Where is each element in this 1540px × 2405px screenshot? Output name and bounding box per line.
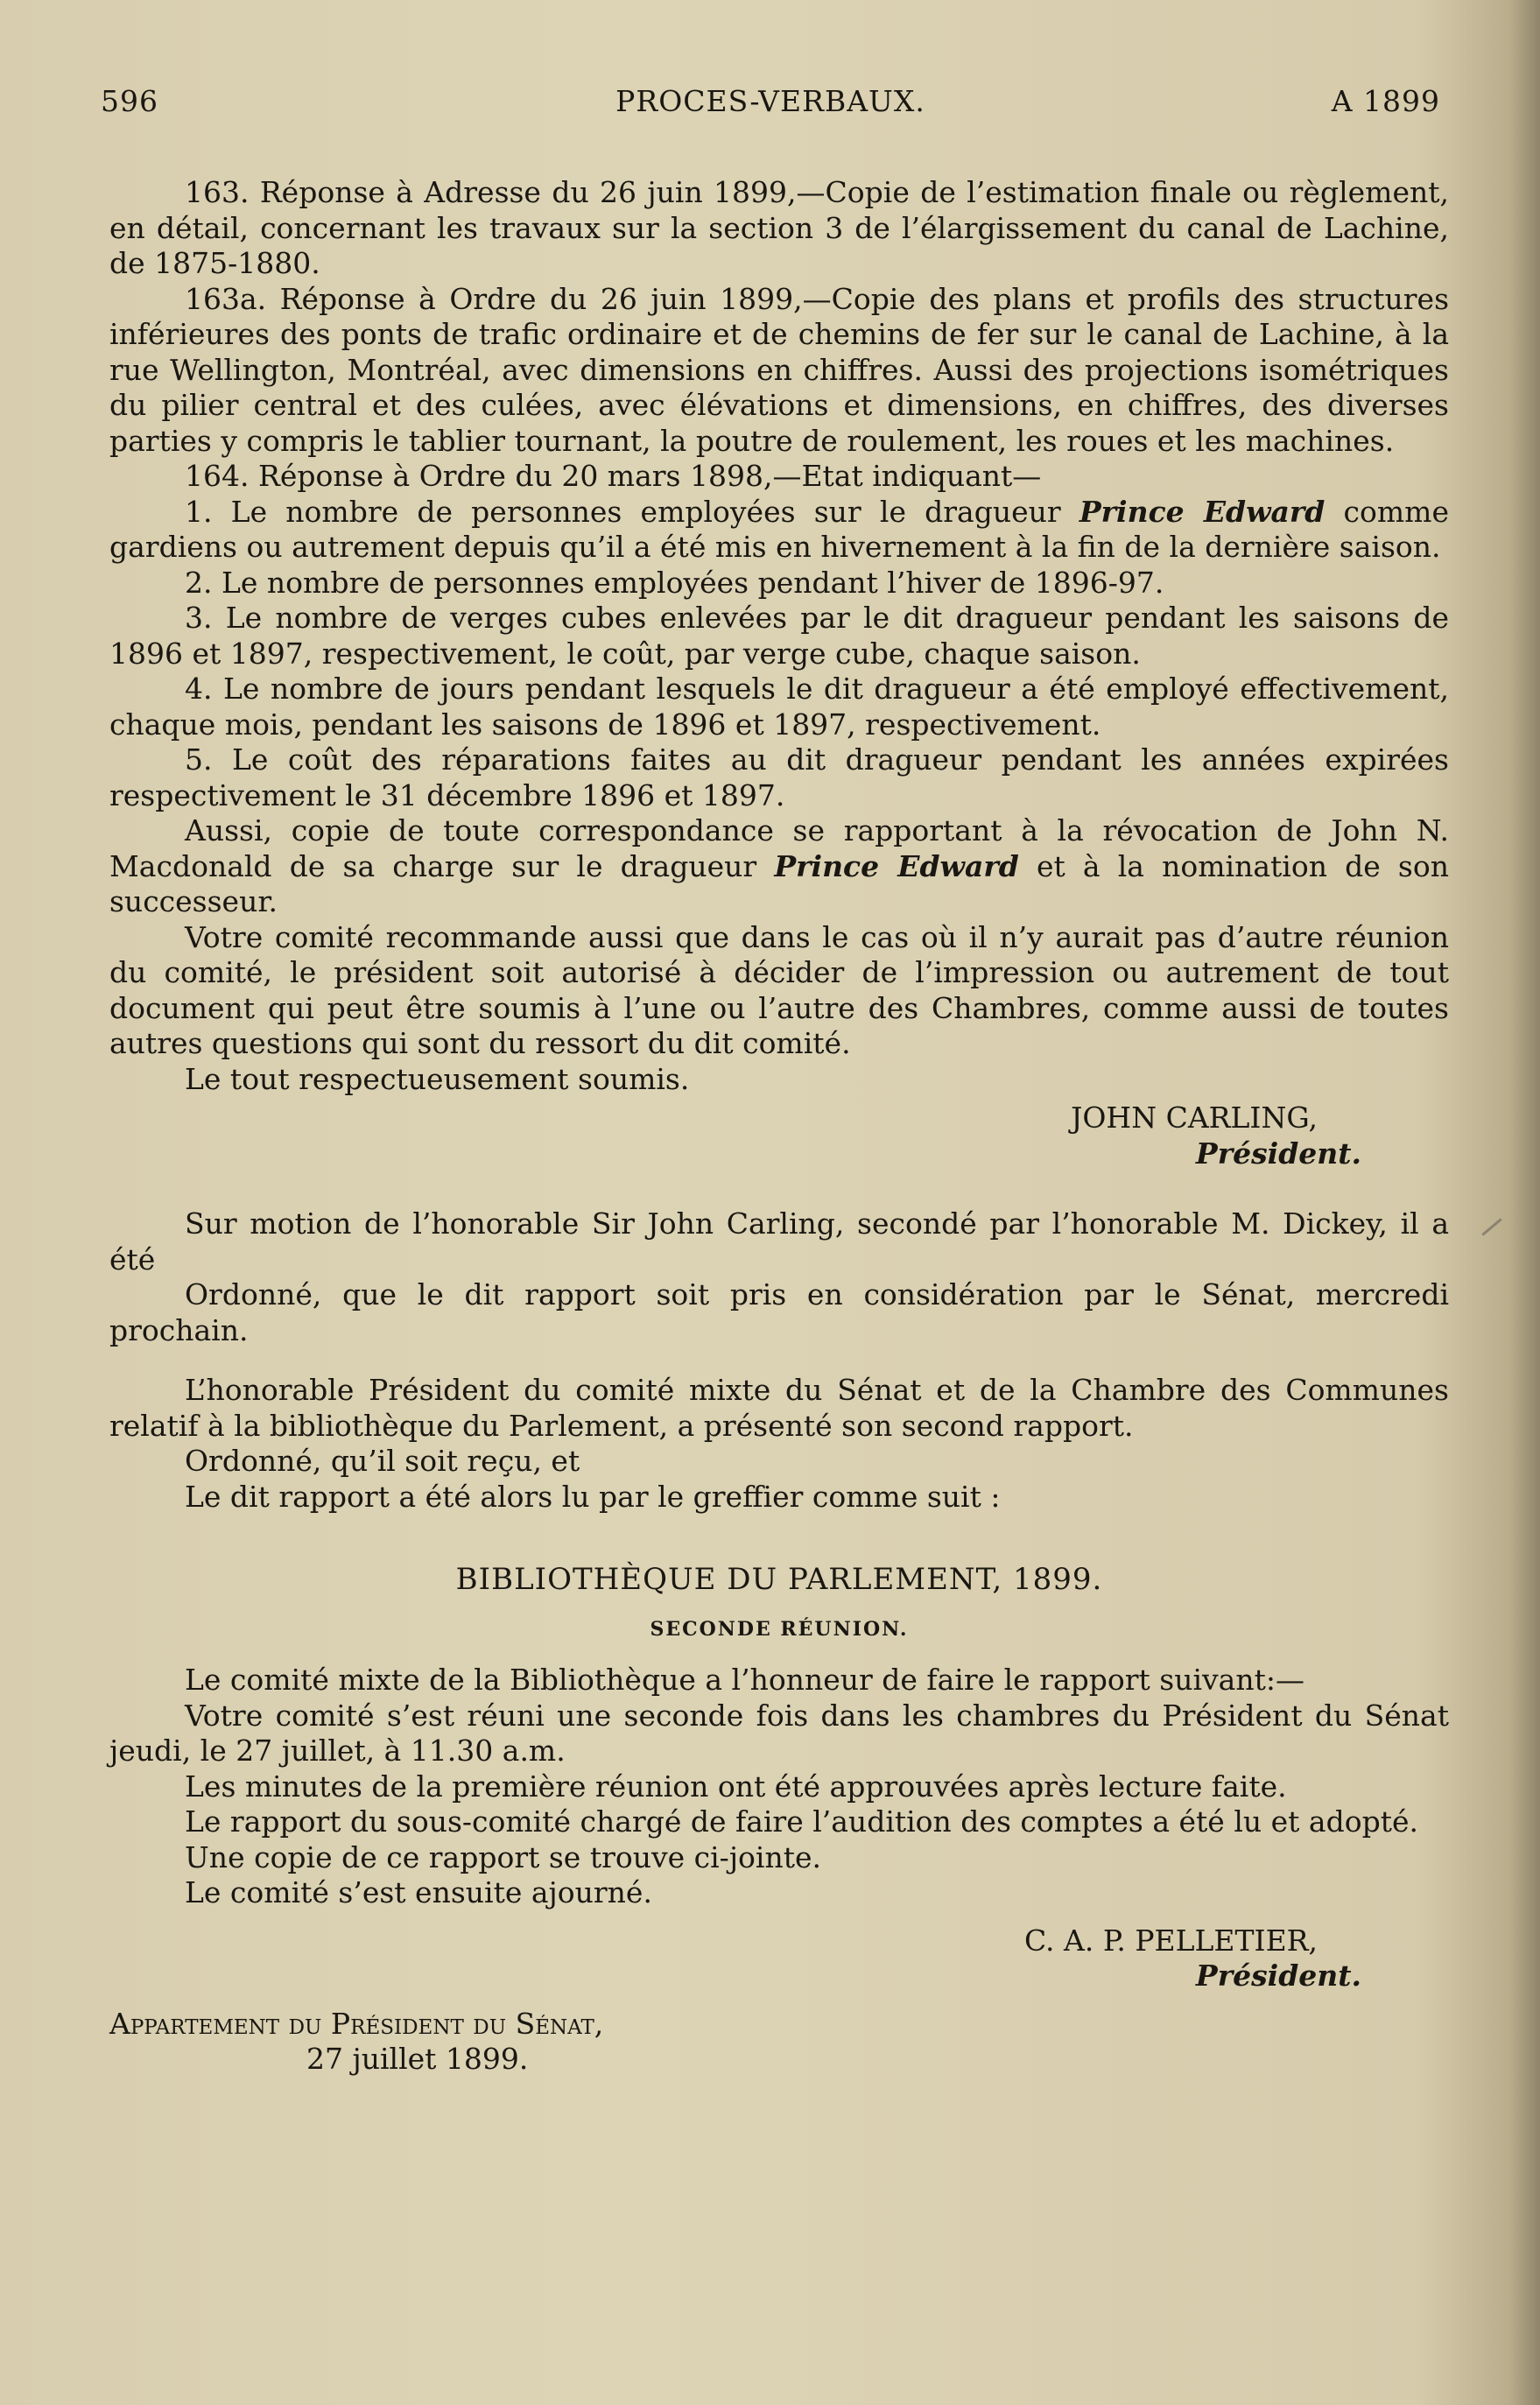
signature-name: C. A. P. PELLETIER, [1023,1923,1318,1958]
paragraph-votre-comite: Votre comité recommande aussi que dans le cas où il n’y aurait pas d’autre réunion du comité, le président soit autorisé à décider de l’impression ou autrement de tout document qui peut être soumis à l’une ou l’autre des Chambres, comme aussi de toutes autres questions qui sont du ressort du dit comité. [109,919,1449,1060]
paragraph-163a: 163a. Réponse à Ordre du 26 juin 1899,—Copie des plans et profils des structures inférieures des ponts de trafic ordinaire et de chemins de fer sur le canal de Lachine, à la rue Wellington, Montréal, avec dimensions en chiffres. Aussi des projections isométriques du pilier central et des culées, avec élévations et dimensions, en chiffres, des diverses parties y compris le tablier tournant, la poutre de roulement, les roues et les machines. [109,281,1449,458]
report-line-3: Les minutes de la première réunion ont été approuvées après lecture faite. [185,1769,1287,1804]
list-item-4: 4. Le nombre de jours pendant lesquels le dit dragueur a été employé effectivement, chaque mois, pendant les saisons de 1896 et 1897, respectivement. [109,672,1449,742]
ship-name: Prince Edward [774,848,1019,883]
running-title: PROCES-VERBAUX. [615,84,925,118]
page-body [109,175,1449,2078]
paragraph-163: 163. Réponse à Adresse du 26 juin 1899,—Copie de l’estimation finale ou règlement, en détail, concernant les travaux sur la section 3 de l’élargissement du canal de Lachine, de 1875-1880. [109,175,1449,280]
date-line: 27 juillet 1899. [306,2042,529,2076]
list-item-1-text-a: 1. Le nombre de personnes employées sur le dragueur [185,494,1079,529]
section-title: BIBLIOTHÈQUE DU PARLEMENT, 1899. [455,1562,1103,1597]
paragraph-library-intro: L’honorable Président du comité mixte du Sénat et de la Chambre des Communes relatif à la bibliothèque du Parlement, a présenté son second rapport. [109,1373,1449,1443]
paragraph-library-lu: Le dit rapport a été alors lu par le greffier comme suit : [185,1479,1001,1514]
report-line-5: Une copie de ce rapport se trouve ci-jointe. [185,1839,822,1874]
list-item-1-text-b: comme gardiens ou autrement depuis qu’il a été mis en hivernement à la fin de la dernière saison. [109,494,1449,564]
aussi-text-a: Aussi, copie de toute correspondance se rapportant à la révocation de John N. Macdonald de sa charge sur le dragueur [109,813,1449,883]
pencil-mark [1481,1218,1501,1235]
page-number: 596 [101,84,158,118]
place-line: Appartement du Président du Sénat, [109,2006,604,2041]
report-line-4: Le rapport du sous-comité chargé de faire l’audition des comptes a été lu et adopté. [185,1804,1418,1839]
signature-role: Président. [1195,1136,1361,1171]
paragraph-ordonne: Ordonné, que le dit rapport soit pris en considération par le Sénat, mercredi prochain. [109,1277,1449,1347]
report-line-6: Le comité s’est ensuite ajourné. [185,1875,652,1909]
paragraph-aussi [109,813,1449,920]
list-item-1 [109,495,1449,566]
header-year: A 1899 [1331,84,1440,118]
signature-role: Président. [1195,1958,1361,1993]
signature-name: JOHN CARLING, [1071,1101,1318,1135]
section-subtitle: SECONDE RÉUNION. [650,1617,909,1641]
page-header [101,84,1440,128]
list-item-2: 2. Le nombre de personnes employées pendant l’hiver de 1896-97. [185,565,1164,600]
list-item-3: 3. Le nombre de verges cubes enlevées par le dit dragueur pendant les saisons de 1896 et 1897, respectivement, le coût, par verge cube, chaque saison. [109,601,1449,671]
paragraph-164: 164. Réponse à Ordre du 20 mars 1898,—Etat indiquant— [185,459,1042,493]
paragraph-library-ordonne: Ordonné, qu’il soit reçu, et [185,1444,580,1478]
report-line-2: Votre comité s’est réuni une seconde fois dans les chambres du Président du Sénat jeudi, le 27 juillet, à 11.30 a.m. [109,1698,1449,1768]
paragraph-sur-motion: Sur motion de l’honorable Sir John Carling, secondé par l’honorable M. Dickey, il a été [109,1206,1449,1276]
aussi-text-b: et à la nomination de son successeur. [109,848,1449,918]
report-line-1: Le comité mixte de la Bibliothèque a l’honneur de faire le rapport suivant:— [185,1663,1304,1697]
ship-name: Prince Edward [1079,494,1326,529]
paragraph-respectueusement: Le tout respectueusement soumis. [185,1061,690,1096]
list-item-5: 5. Le coût des réparations faites au dit dragueur pendant les années expirées respectivement le 31 décembre 1896 et 1897. [109,742,1449,812]
